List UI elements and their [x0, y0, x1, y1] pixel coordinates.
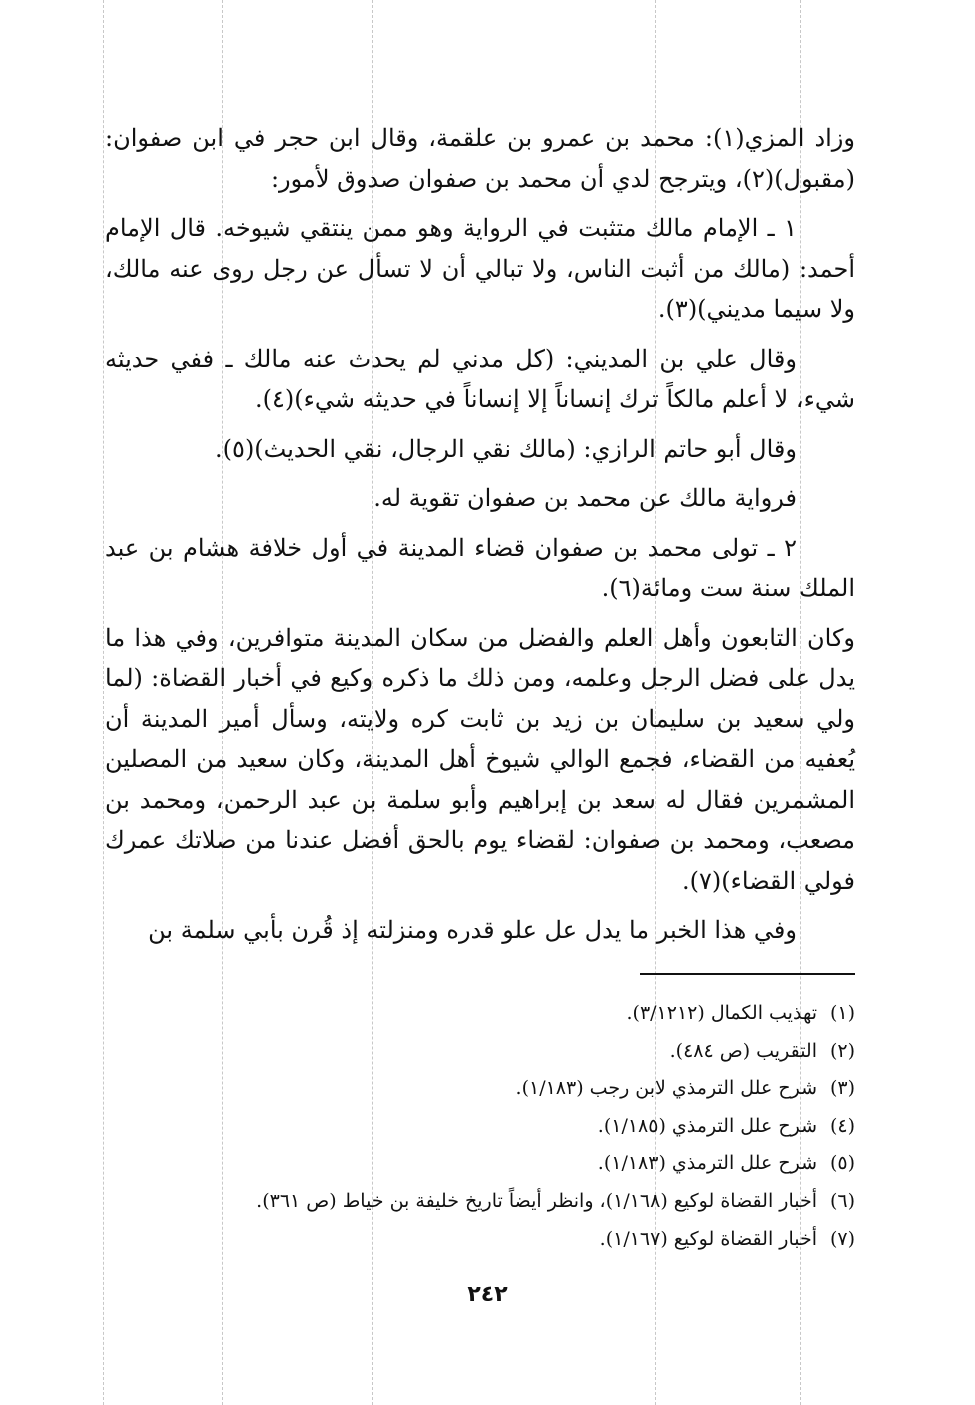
footnote: [180, 1070, 855, 1108]
paragraph: وقال أبو حاتم الرازي: (مالك نقي الرجال، نقي الحديث)(٥).: [215, 434, 797, 463]
footnote-number: (٤): [829, 1114, 855, 1137]
footnote-text: التقريب (ص ٤٨٤).: [669, 1039, 817, 1062]
page-number: ٢٤٢: [467, 1282, 508, 1307]
footnote-number: (٦): [829, 1189, 855, 1212]
footnote-separator: [640, 973, 855, 975]
footnote: [180, 1033, 855, 1071]
footnote-text: أخبار القضاة لوكيع (١/١٦٧).: [599, 1227, 817, 1250]
footnote: [180, 1221, 855, 1259]
paragraph: وزاد المزي(١): محمد بن عمرو بن علقمة، وقال ابن حجر في ابن صفوان: (مقبول)(٢)، ويترجح لدي أن محمد بن صفوان صدوق لأمور:: [105, 124, 855, 193]
footnote-number: (٢): [829, 1039, 855, 1062]
scan-guide-line: [103, 0, 104, 1405]
paragraph: ١ ـ الإمام مالك متثبت في الرواية وهو ممن ينتقي شيوخه. قال الإمام أحمد: (مالك من أثبت الناس، ولا تبالي أن لا تسأل عن رجل روى عنه مالك، ولا سيما مديني)(٣).: [105, 214, 855, 323]
paragraph: وكان التابعون وأهل العلم والفضل من سكان المدينة متوافرين، وفي هذا ما يدل على فضل الرجل وعلمه، ومن ذلك ما ذكره وكيع في أخبار القضاة: (لما ولي سعيد بن سليمان بن زيد بن ثابت كره ولايته، وسأل أمير المدينة أن يُعفيه من القضاء، فجمع الوالي شيوخ أهل المدينة، وكان سعيد من المصلين المشمرين فقال له سعد بن إبراهيم وأبو سلمة بن عبد الرحمن، ومحمد بن مصعب، ومحمد بن صفوان: لقضاء يوم بالحق أفضل عندنا من صلاتك عمرك فولي القضاء)(٧).: [105, 623, 855, 895]
footnote-number: (٧): [829, 1227, 855, 1250]
footnote-text: شرح علل الترمذي لابن رجب (١/١٨٣).: [515, 1077, 817, 1100]
main-text: [105, 118, 855, 960]
footnote-number: (١): [829, 1002, 855, 1024]
footnote-text: تهذيب الكمال (٣/١٢١٢).: [626, 1002, 817, 1024]
footnote-text: أخبار القضاة لوكيع (١/١٦٨)، وانظر أيضاً تاريخ خليفة بن خياط (ص ٣٦١).: [256, 1189, 817, 1212]
footnote: [180, 1145, 855, 1183]
footnote: [180, 1183, 855, 1221]
footnote-number: (٥): [829, 1152, 855, 1175]
paragraph: ٢ ـ تولى محمد بن صفوان قضاء المدينة في أول خلافة هشام بن عبد الملك سنة ست ومائة(٦).: [105, 533, 855, 602]
footnote-text: شرح علل الترمذي (١/١٨٥).: [597, 1114, 817, 1137]
footnote-text: شرح علل الترمذي (١/١٨٣).: [597, 1152, 817, 1175]
paragraph: وفي هذا الخبر ما يدل عل علو قدره ومنزلته إذ قُرن بأبي سلمة بن: [148, 916, 797, 944]
footnote-number: (٣): [829, 1077, 855, 1100]
paragraph: وقال علي بن المديني: (كل مدني لم يحدث عنه مالك ـ ففي حديثه شيء، لا أعلم مالكاً ترك إنساناً إلا إنساناً في حديثه شيء)(٤).: [105, 344, 855, 413]
paragraph: فرواية مالك عن محمد بن صفوان تقوية له.: [373, 484, 797, 512]
footnote: [180, 1108, 855, 1146]
footnotes: [180, 995, 855, 1258]
footnote: [180, 995, 855, 1033]
